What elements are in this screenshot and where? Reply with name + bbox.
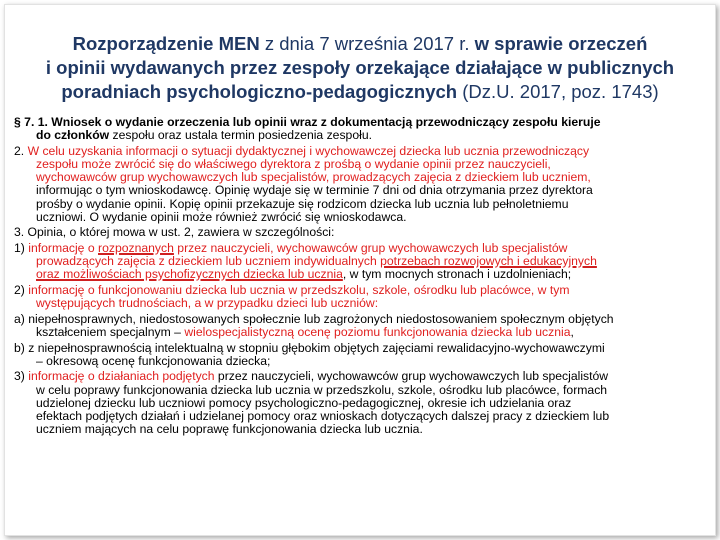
- paragraph-7-1: [14, 116, 707, 142]
- item-a-line-1: a) niepełnosprawnych, niedostosowanych społecznie lub zagrożonych niedostosowaniem społecznym objętych: [14, 311, 614, 326]
- item-1-underlined-capabilities: oraz możliwościach psychofizycznych dziecka lub ucznia: [36, 267, 343, 282]
- paragraph-2: [14, 145, 707, 224]
- slide-body: [14, 116, 707, 439]
- item-a: [14, 313, 707, 339]
- p2-line-1: W celu uzyskania informacji o sytuacji dydaktycznej i wychowawczej dziecka lub ucznia przewodniczący: [27, 143, 590, 158]
- item-1-underlined-recognised: rozpoznanych: [98, 241, 174, 255]
- item-3-red-a: informację o działaniach podjętych: [28, 369, 215, 384]
- item-a-line-2b: wielospecjalistyczną ocenę poziomu funkcjonowania dziecka lub ucznia: [184, 325, 571, 339]
- item-3-number: 3): [14, 369, 29, 384]
- p2-line-5: prośby o wydanie opinii. Kopię opinii przekazuje się rodzicom dziecka lub ucznia lub pełnoletniemu: [36, 196, 569, 211]
- item-a-line-2c: ,: [570, 325, 574, 339]
- item-1: [14, 242, 707, 282]
- item-3-line-2: w celu poprawy funkcjonowania dziecka lub ucznia w przedszkolu, szkole, ośrodku lub placówce, formach: [36, 382, 608, 397]
- item-1-red-a: informację o: [28, 241, 99, 255]
- title-subject: w sprawie orzeczeń: [474, 33, 648, 54]
- item-a-line-2a: kształceniem specjalnym –: [36, 325, 185, 339]
- item-3-line-5: uczniem mających na celu poprawę funkcjonowania dziecka lub ucznia.: [36, 422, 423, 437]
- item-1-number: 1): [14, 241, 29, 255]
- paragraph-3: 3. Opinia, o której mowa w ust. 2, zawiera w szczególności:: [14, 225, 335, 240]
- item-3-rest-a: przez nauczycieli, wychowawców grup wychowawczych lub specjalistów: [214, 369, 609, 384]
- title-line-1: [0, 32, 720, 56]
- item-2-number: 2): [14, 283, 29, 297]
- title-date: z dnia 7 września 2017 r.: [259, 33, 475, 54]
- item-3-line-4: efektach podjętych działań i udzielanej pomocy oraz wnioskach dotyczących dalszej pracy z dzieckiem lub: [36, 409, 610, 423]
- p2-line-2: zespołu może zwrócić się do właściwego dyrektora z prośbą o wydanie opinii przez nauczycieli,: [36, 157, 551, 171]
- item-b-line-1: b) z niepełnosprawnością intelektualną w stopniu głębokim objętych zajęciami rewalidacyjno-wychowawczymi: [14, 340, 605, 355]
- item-1-red-c: przez nauczycieli, wychowawców grup wychowawczych lub specjalistów: [173, 241, 568, 255]
- title-institution: poradniach psychologiczno-pedagogicznych: [61, 81, 458, 102]
- item-2: [14, 284, 707, 310]
- title-line-3: [0, 80, 720, 104]
- item-1-line-3-rest: , w tym mocnych stronach i uzdolnieniach;: [342, 267, 572, 282]
- p1-rest: zespołu oraz ustala termin posiedzenia zespołu.: [109, 128, 372, 143]
- p2-line-3: wychowawców grup wychowawczych lub specjalistów, prowadzących zajęcia z dzieckiem lub uczniem,: [36, 170, 591, 185]
- item-2-line-2: występujących trudnościach, a w przypadku dzieci lub uczniów:: [36, 296, 379, 311]
- p1-bold-members: do członków: [36, 128, 110, 143]
- item-b: [14, 342, 707, 368]
- p1-line-1: § 7. 1. Wniosek o wydanie orzeczenia lub opinii wraz z dokumentacją przewodniczący zespołu kieruje: [14, 115, 601, 129]
- item-1-line-2a: prowadzących zajęcia z dzieckiem lub uczniem indywidualnych: [36, 254, 381, 269]
- p2-number: 2.: [14, 143, 28, 158]
- p2-line-4: informując o tym wnioskodawcę. Opinię wydaje się w terminie 7 dni od dnia otrzymania przez dyrektora: [36, 183, 593, 198]
- title-line-2: i opinii wydawanych przez zespoły orzekające działające w publicznych: [45, 57, 675, 78]
- p2-line-6: uczniowi. O wydanie opinii może również zwrócić się wnioskodawca.: [36, 209, 407, 224]
- item-2-line-1: informację o funkcjonowaniu dziecka lub ucznia w przedszkolu, szkole, ośrodku lub placówce, w tym: [28, 283, 570, 297]
- item-3-line-3: udzielonej dziecku lub uczniowi pomocy psychologiczno-pedagogicznej, okresie ich udzielania oraz: [36, 395, 572, 410]
- title-citation: (Dz.U. 2017, poz. 1743): [457, 81, 659, 102]
- item-3: [14, 370, 707, 436]
- item-1-underlined-needs: potrzebach rozwojowych i edukacyjnych: [380, 254, 597, 269]
- title-act: Rozporządzenie MEN: [72, 33, 260, 54]
- slide-title: [0, 32, 720, 104]
- item-b-line-2: – okresową ocenę funkcjonowania dziecka;: [36, 353, 271, 368]
